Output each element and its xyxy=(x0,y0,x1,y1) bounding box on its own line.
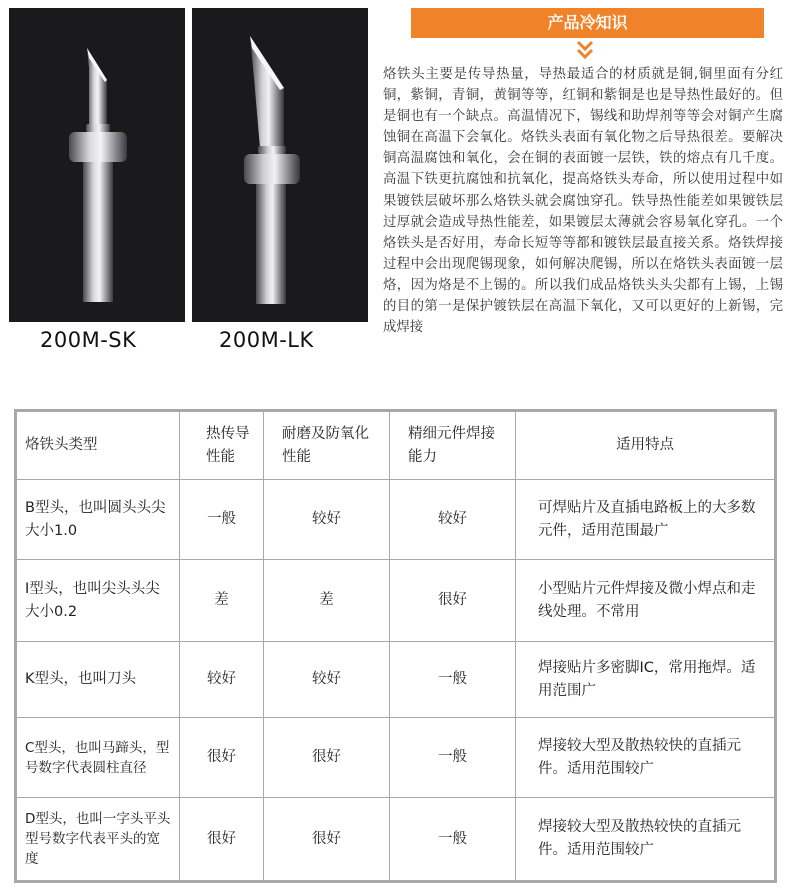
cell-fine: 很好 xyxy=(390,560,516,642)
cell-heat: 很好 xyxy=(180,718,264,798)
cell-wear: 差 xyxy=(264,560,390,642)
product-caption-lk: 200M-LK xyxy=(219,328,314,352)
product-photo-lk xyxy=(192,8,368,322)
chevron-down-icon xyxy=(574,39,596,61)
table-row xyxy=(17,480,775,560)
table-header-row xyxy=(17,412,775,480)
soldering-tip-sk-illustration xyxy=(9,8,185,322)
cell-type: D型头，也叫一字头平头型号数字代表平头的宽度 xyxy=(17,798,180,881)
cell-wear: 很好 xyxy=(264,798,390,881)
cell-type: K型头，也叫刀头 xyxy=(17,642,180,718)
product-photo-sk xyxy=(9,8,185,322)
cell-wear: 较好 xyxy=(264,642,390,718)
cell-type: I型头，也叫尖头头尖大小0.2 xyxy=(17,560,180,642)
header-type: 烙铁头类型 xyxy=(17,412,180,480)
table-row xyxy=(17,718,775,798)
cell-feature: 可焊贴片及直插电路板上的大多数元件，适用范围最广 xyxy=(516,480,775,560)
cell-feature: 小型贴片元件焊接及微小焊点和走线处理。不常用 xyxy=(516,560,775,642)
header-fine: 精细元件焊接能力 xyxy=(390,412,516,480)
cell-feature: 焊接较大型及散热较快的直插元件。适用范围较广 xyxy=(516,798,775,881)
cell-heat: 差 xyxy=(180,560,264,642)
cell-fine: 一般 xyxy=(390,718,516,798)
table-row xyxy=(17,642,775,718)
soldering-tip-lk-illustration xyxy=(192,8,368,322)
table-row xyxy=(17,560,775,642)
header-feature: 适用特点 xyxy=(516,412,775,480)
header-wear: 耐磨及防氧化性能 xyxy=(264,412,390,480)
cell-feature: 焊接贴片多密脚IC，常用拖焊。适用范围广 xyxy=(516,642,775,718)
table-row xyxy=(17,798,775,881)
cell-fine: 一般 xyxy=(390,642,516,718)
product-caption-sk: 200M-SK xyxy=(40,328,137,352)
cell-wear: 很好 xyxy=(264,718,390,798)
cell-heat: 一般 xyxy=(180,480,264,560)
knowledge-banner: 产品冷知识 xyxy=(411,8,764,38)
cell-feature: 焊接较大型及散热较快的直插元件。适用范围较广 xyxy=(516,718,775,798)
knowledge-body: 烙铁头主要是传导热量，导热最适合的材质就是铜,铜里面有分红铜，紫铜，青铜，黄铜等等，红铜和紫铜是也是导热性最好的。但是铜也有一个缺点。高温情况下，锡线和助焊剂等等会对铜产生腐蚀铜在高温下会氧化。烙铁头表面有氧化物之后导热很差。要解决铜高温腐蚀和氧化，会在铜的表面镀一层铁，铁的熔点有几千度。高温下铁更抗腐蚀和抗氧化，提高烙铁头寿命，所以使用过程中如果镀铁层破坏那么烙铁头就会腐蚀穿孔。铁导热性能差如果镀铁层过厚就会造成导热性能差，如果镀层太薄就会容易氧化穿孔。一个烙铁头是否好用，寿命长短等等都和镀铁层最直接关系。烙铁焊接过程中会出现爬锡现象，如何解决爬锡，所以在烙铁头表面镀一层烙，因为烙是不上锡的。所以我们成品烙铁头头尖都有上锡，上锡的目的第一是保护镀铁层在高温下氧化，又可以更好的上新锡，完成焊接 xyxy=(383,67,783,336)
cell-heat: 较好 xyxy=(180,642,264,718)
cell-wear: 较好 xyxy=(264,480,390,560)
cell-fine: 较好 xyxy=(390,480,516,560)
cell-type: C型头，也叫马蹄头，型号数字代表圆柱直径 xyxy=(17,718,180,798)
cell-type: B型头，也叫圆头头尖大小1.0 xyxy=(17,480,180,560)
tip-comparison-table xyxy=(14,409,777,883)
cell-heat: 很好 xyxy=(180,798,264,881)
header-heat: 热传导性能 xyxy=(180,412,264,480)
cell-fine: 一般 xyxy=(390,798,516,881)
